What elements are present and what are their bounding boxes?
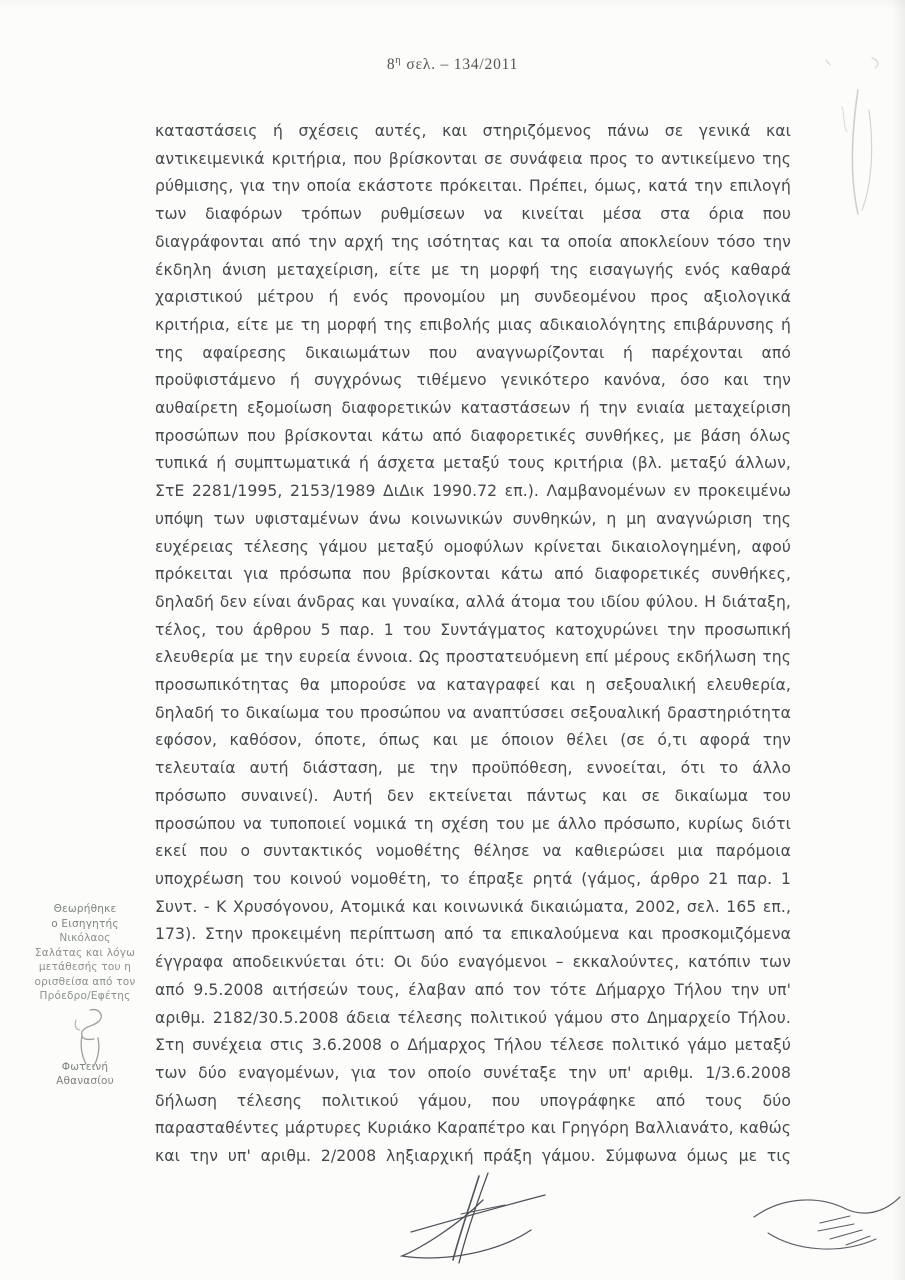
text-line: υποχρέωση του κοινού νομοθέτη, το έπραξε ρητά (γάμος, άρθρο 21 παρ. 1 [155, 869, 791, 888]
text-line: προϋφιστάμενο ή συγχρόνως τιθέμενο γενικότερο κανόνα, όσο και την [155, 371, 791, 390]
stamp-text-line: ορισθείσα από τον [34, 975, 136, 988]
text-line: τυπικά ή συμπτωματικά ή άσχετα μεταξύ τους κριτήρια (βλ. μεταξύ άλλων, [155, 454, 791, 473]
text-line: καταστάσεις ή σχέσεις αυτές, και στηριζόμενος πάνω σε γενικά και [155, 122, 791, 140]
text-line: έκδηλη άνιση μεταχείριση, είτε με τη μορφή της εισαγωγής ενός καθαρά [155, 260, 791, 279]
text-line: ελευθερία με την ευρεία έννοια. Ως προστατευόμενη επί μέρους εκδήλωση της [155, 648, 791, 667]
text-line: προσωπικότητας θα μπορούσε να καταγραφεί και η σεξουαλική ελευθερία, [155, 676, 791, 695]
stamp-text-line: Νικόλαος [59, 932, 111, 944]
text-line: αντικειμενικά κριτήρια, που βρίσκονται σε συνάφεια προς το αντικείμενο της [155, 149, 791, 168]
text-line: προσώπου να τυποποιεί νομικά τη σχέση του με άλλο πρόσωπο, κυρίως διότι [155, 814, 791, 833]
stamp-signer-line: Αθανασίου [56, 1075, 114, 1087]
text-line: υπόψη των υφισταμένων άνω κοινωνικών συνθηκών, η μη αναγνώριση της [155, 509, 791, 528]
text-line: διαγράφονται από την αρχή της ισότητας και τα οποία αποκλείουν τόσο την [155, 232, 791, 251]
text-line: 173). Στην προκειμένη περίπτωση από τα επικαλούμενα και προσκομιζόμενα [155, 925, 791, 944]
page-header [0, 55, 905, 74]
pen-mark-top-right-icon [812, 52, 897, 237]
text-line: πρόσωπο συναινεί). Αυτή δεν εκτείνεται πάντως και σε δικαίωμα του [155, 786, 791, 805]
signature-bottom-right-icon [748, 1183, 905, 1263]
text-line: χαριστικού μέτρου ή ενός προνομίου μη συνδεομένου προς αξιολογικά [155, 288, 791, 307]
page-number-ordinal: η [395, 55, 402, 66]
text-line: κριτήρια, είτε με τη μορφή της επιβολής μιας αδικαιολόγητης επιβάρυνσης ή [155, 315, 791, 334]
stamp-signer-name [18, 1060, 152, 1089]
text-line: αριθμ. 2182/30.5.2008 άδεια τέλεσης πολιτικού γάμου στο Δημαρχείο Τήλου. [155, 1008, 791, 1027]
page-number: 8 [386, 56, 396, 74]
text-line: τελευταία αυτή διάσταση, με την προϋπόθεση, εννοείται, ότι το άλλο [155, 759, 791, 778]
stamp-signer-line: Φωτεινή [61, 1060, 109, 1073]
text-line: ΣτΕ 2281/1995, 2153/1989 ΔιΔικ 1990.72 επ.). Λαμβανομένων εν προκειμένω [155, 482, 791, 501]
text-line: Συντ. - Κ Χρυσόγονου, Ατομικά και κοινωνικά δικαιώματα, 2002, σελ. 165 επ., [155, 897, 791, 916]
text-line: δηλαδή δεν είναι άνδρας και γυναίκα, αλλά άτομα του ιδίου φύλου. Η διάταξη, [155, 592, 791, 611]
text-line: εφόσον, καθόσον, όποτε, όπως και με όποιον θέλει (σε ό,τι αφορά την [155, 731, 791, 750]
text-line: δήλωση τέλεσης πολιτικού γάμου, που υπογράφηκε από τους δύο [155, 1091, 791, 1110]
stamp-signature-scribble-icon [70, 1006, 116, 1068]
text-line: ευχέρειας τέλεσης γάμου μεταξύ ομοφύλων κρίνεται δικαιολογημένη, αφού [155, 537, 791, 556]
text-line: των διαφόρων τρόπων ρυθμίσεων να κινείται μέσα στα όρια που [155, 205, 791, 224]
text-line: δηλαδή το δικαίωμα του προσώπου να αναπτύσσει σεξουαλική δραστηριότητα [155, 703, 791, 722]
text-line: των δύο εναγομένων, για τον οποίο συνέταξε την υπ' αριθμ. 1/3.6.2008 [155, 1063, 791, 1082]
header-label: σελ. – 134/2011 [406, 56, 519, 74]
text-line: Στη συνέχεια στις 3.6.2008 ο Δήμαρχος Τήλου τέλεσε πολιτικό γάμο μεταξύ [155, 1036, 791, 1055]
text-line: και την υπ' αριθμ. 2/2008 ληξιαρχική πράξη γάμου. Σύμφωνα όμως με τις [155, 1147, 791, 1166]
stamp-text-line: Πρόεδρο/Εφέτης [39, 990, 131, 1002]
stamp-text-line: Σαλάτας και λόγω [34, 946, 136, 959]
text-line: αυθαίρετη εξομοίωση διαφορετικών καταστάσεων ή την ενιαία μεταχείριση [155, 399, 791, 418]
text-line: πρόκειται για πρόσωπα που βρίσκονται κάτω από διαφορετικές συνθήκες, [155, 565, 791, 584]
text-line: από 9.5.2008 αιτήσεών τους, έλαβαν από τον τότε Δήμαρχο Τήλου την υπ' [155, 980, 791, 999]
stamp-text [18, 902, 152, 1004]
text-line: προσώπων που βρίσκονται κάτω από διαφορετικές συνθήκες, με βάση όλως [155, 426, 791, 445]
body-text [155, 118, 791, 1171]
judge-signature-icon [393, 1168, 558, 1268]
text-line: της αφαίρεσης δικαιωμάτων που αναγνωρίζονται ή παρέχονται από [155, 343, 791, 362]
text-line: παρασταθέντες μάρτυρες Κυριάκο Καραπέτρο και Γρηγόρη Βαλλιανάτο, καθώς [155, 1119, 791, 1138]
text-line: έγγραφα αποδεικνύεται ότι: Οι δύο εναγόμενοι – εκκαλούντες, κατόπιν των [155, 953, 791, 972]
text-line: τέλος, του άρθρου 5 παρ. 1 του Συντάγματος κατοχυρώνει την προσωπική [155, 620, 791, 639]
stamp-text-line: ο Εισηγητής [51, 917, 119, 930]
stamp-text-line: Θεωρήθηκε [53, 903, 117, 915]
text-line: εκεί που ο συντακτικός νομοθέτης θέλησε να καθιερώσει μια παρόμοια [155, 842, 791, 861]
stamp-text-line: μετάθεσής του η [38, 961, 132, 973]
reviewer-stamp [18, 902, 152, 1089]
text-line: ρύθμισης, για την οποία εκάστοτε πρόκειται. Πρέπει, όμως, κατά την επιλογή [155, 177, 791, 196]
